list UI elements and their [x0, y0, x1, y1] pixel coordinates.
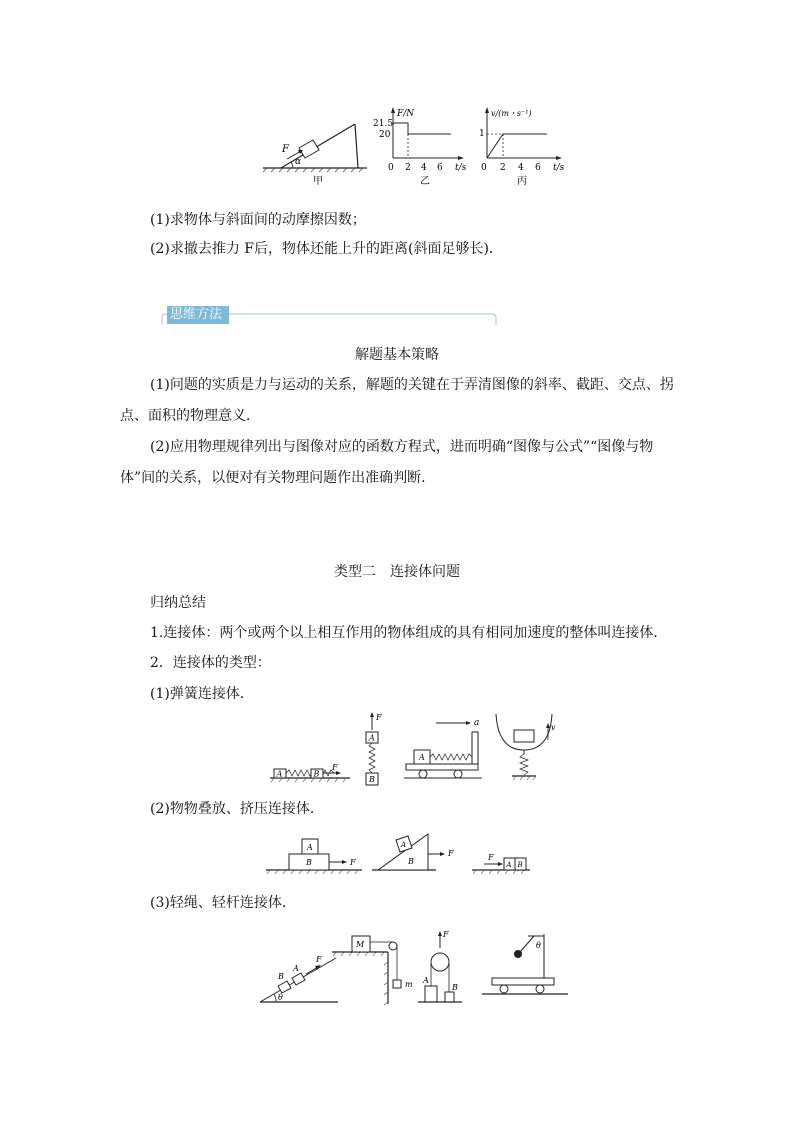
figure-stacking: [262, 826, 542, 880]
label-B: B: [369, 775, 375, 784]
label-B: B: [517, 861, 523, 869]
caption-yi: 乙: [420, 176, 430, 187]
label-A: A: [423, 976, 429, 985]
label-A: A: [276, 769, 283, 779]
type-spring: (1)弹簧连接体．: [150, 686, 254, 702]
section-item-2: 2．连接体的类型：: [150, 655, 271, 671]
label-F: F: [332, 763, 338, 772]
label-F: F: [350, 858, 356, 867]
graph-b-tick-0: 0: [388, 163, 394, 173]
label-F: F: [376, 713, 382, 722]
graph-velocity-time: [479, 107, 565, 187]
graph-c-tick-0: 0: [481, 163, 487, 173]
label-M: M: [356, 940, 365, 949]
graph-c-y1: 1: [479, 129, 485, 139]
figure-incline-graphs: [255, 104, 575, 188]
method-p1-line2: 点、面积的物理意义．: [120, 408, 260, 424]
method-p1-line1: (1)问题的实质是力与运动的关系，解题的关键在于弄清图像的斜率、截距、交点、拐: [150, 377, 674, 393]
label-theta: θ: [536, 941, 541, 950]
graph-c-xlabel: t/s: [553, 163, 565, 173]
graph-b-tick-6: 6: [437, 163, 443, 173]
caption-jia: 甲: [313, 176, 323, 187]
label-B: B: [452, 983, 458, 992]
label-A: A: [401, 841, 407, 849]
label-F: F: [443, 930, 449, 939]
graph-c-tick-6: 6: [535, 163, 541, 173]
type-stack: (2)物物叠放、挤压连接体．: [150, 801, 324, 817]
label-A: A: [506, 861, 512, 869]
graph-b-xlabel: t/s: [455, 163, 467, 173]
method-title: 解题基本策略: [355, 347, 439, 363]
graph-b-y2: 20: [379, 130, 391, 140]
label-v: v: [551, 723, 556, 732]
caption-bing: 丙: [517, 176, 527, 187]
graph-c-tick-4: 4: [518, 163, 524, 173]
label-B: B: [278, 972, 284, 981]
graph-c-tick-2: 2: [500, 163, 506, 173]
label-a: a: [474, 718, 480, 728]
label-B: B: [306, 858, 312, 867]
label-A: A: [419, 753, 425, 762]
method-tag: 思维方法: [170, 307, 223, 322]
question-1: (1)求物体与斜面间的动摩擦因数；: [150, 212, 366, 228]
graph-b-y1: 21.5: [373, 119, 394, 129]
label-F: F: [488, 853, 494, 862]
label-F: F: [316, 955, 322, 964]
graph-b-tick-4: 4: [421, 163, 427, 173]
label-m: m: [405, 980, 413, 989]
label-theta: θ: [278, 993, 283, 1002]
method-p2-line2: 体”间的关系，以便对有关物理问题作出准确判断．: [120, 470, 436, 486]
graph-b-ylabel: F/N: [397, 109, 415, 119]
figure-rope-rod: [256, 922, 574, 1008]
graph-c-ylabel: v/(m・s⁻¹): [491, 109, 532, 118]
label-A: A: [293, 964, 299, 973]
label-A: A: [307, 843, 313, 852]
section-summary: 归纳总结: [150, 595, 206, 611]
label-B: B: [408, 857, 414, 866]
figure-spring-connections: [268, 710, 568, 790]
graph-force-time: [373, 107, 467, 187]
type-rope: (3)轻绳、轻杆连接体．: [150, 895, 296, 911]
question-2: (2)求撤去推力 F后，物体还能上升的距离(斜面足够长)．: [150, 241, 503, 257]
graph-b-tick-2: 2: [405, 163, 411, 173]
force-label-F: F: [282, 144, 289, 155]
label-B: B: [313, 769, 320, 779]
angle-label: α: [295, 157, 302, 167]
section-item-1: 1.连接体：两个或两个以上相互作用的物体组成的具有相同加速度的整体叫连接体．: [150, 625, 668, 641]
label-F: F: [448, 849, 454, 858]
section-title: 类型二 连接体问题: [334, 564, 460, 580]
label-A: A: [369, 733, 375, 743]
method-p2-line1: (2)应用物理规律列出与图像对应的函数方程式，进而明确“图像与公式”“图像与物: [150, 439, 654, 455]
